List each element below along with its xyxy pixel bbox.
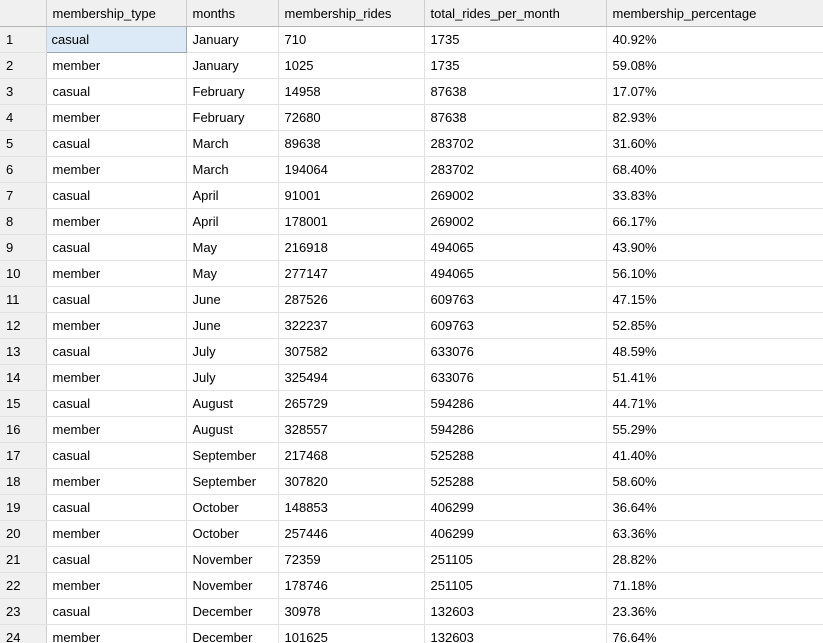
table-cell[interactable]: 277147 xyxy=(278,261,424,287)
table-cell[interactable]: September xyxy=(186,443,278,469)
table-cell[interactable]: 594286 xyxy=(424,391,606,417)
row-number-cell[interactable]: 1 xyxy=(0,27,46,53)
table-cell[interactable]: 217468 xyxy=(278,443,424,469)
table-cell[interactable]: 40.92% xyxy=(606,27,823,53)
table-cell[interactable]: 72359 xyxy=(278,547,424,573)
table-cell[interactable]: 283702 xyxy=(424,157,606,183)
table-cell[interactable]: casual xyxy=(46,391,186,417)
table-cell[interactable]: December xyxy=(186,625,278,643)
table-cell[interactable]: casual xyxy=(46,339,186,365)
table-cell[interactable]: June xyxy=(186,287,278,313)
column-header-membership-percentage[interactable]: membership_percentage xyxy=(606,0,823,27)
table-cell[interactable]: October xyxy=(186,495,278,521)
table-cell[interactable]: 1025 xyxy=(278,53,424,79)
table-cell[interactable]: member xyxy=(46,313,186,339)
row-number-cell[interactable]: 24 xyxy=(0,625,46,643)
table-cell[interactable]: casual xyxy=(46,495,186,521)
table-row[interactable] xyxy=(0,79,823,105)
row-number-cell[interactable]: 3 xyxy=(0,79,46,105)
table-cell[interactable]: January xyxy=(186,53,278,79)
table-cell[interactable]: 44.71% xyxy=(606,391,823,417)
table-cell[interactable]: 71.18% xyxy=(606,573,823,599)
row-number-cell[interactable]: 19 xyxy=(0,495,46,521)
column-header-months[interactable]: months xyxy=(186,0,278,27)
column-header-total-rides-per-month[interactable]: total_rides_per_month xyxy=(424,0,606,27)
table-cell[interactable]: casual xyxy=(46,547,186,573)
table-cell[interactable]: 322237 xyxy=(278,313,424,339)
table-cell[interactable]: 307820 xyxy=(278,469,424,495)
table-cell[interactable]: member xyxy=(46,365,186,391)
table-cell[interactable]: May xyxy=(186,235,278,261)
table-cell[interactable]: 494065 xyxy=(424,235,606,261)
table-cell[interactable]: 132603 xyxy=(424,625,606,643)
table-cell[interactable]: September xyxy=(186,469,278,495)
table-row[interactable] xyxy=(0,469,823,495)
table-cell[interactable]: 594286 xyxy=(424,417,606,443)
table-cell[interactable]: 283702 xyxy=(424,131,606,157)
table-cell[interactable]: 494065 xyxy=(424,261,606,287)
table-cell[interactable]: 178746 xyxy=(278,573,424,599)
table-cell[interactable]: 269002 xyxy=(424,209,606,235)
table-cell[interactable]: October xyxy=(186,521,278,547)
table-row[interactable] xyxy=(0,495,823,521)
table-cell[interactable]: member xyxy=(46,105,186,131)
table-cell[interactable]: 89638 xyxy=(278,131,424,157)
table-row[interactable] xyxy=(0,105,823,131)
table-cell[interactable]: 87638 xyxy=(424,79,606,105)
table-cell[interactable]: 56.10% xyxy=(606,261,823,287)
row-number-cell[interactable]: 9 xyxy=(0,235,46,261)
table-cell[interactable]: February xyxy=(186,79,278,105)
table-row[interactable] xyxy=(0,547,823,573)
table-cell[interactable]: casual xyxy=(46,287,186,313)
table-cell[interactable]: 609763 xyxy=(424,287,606,313)
table-cell[interactable]: May xyxy=(186,261,278,287)
row-number-cell[interactable]: 15 xyxy=(0,391,46,417)
row-number-cell[interactable]: 12 xyxy=(0,313,46,339)
table-cell[interactable]: 76.64% xyxy=(606,625,823,643)
table-row[interactable] xyxy=(0,131,823,157)
row-number-cell[interactable]: 10 xyxy=(0,261,46,287)
table-row[interactable] xyxy=(0,339,823,365)
row-number-cell[interactable]: 11 xyxy=(0,287,46,313)
table-cell[interactable]: 43.90% xyxy=(606,235,823,261)
table-cell[interactable]: casual xyxy=(46,183,186,209)
table-cell[interactable]: 36.64% xyxy=(606,495,823,521)
table-cell[interactable]: 68.40% xyxy=(606,157,823,183)
table-cell[interactable]: 30978 xyxy=(278,599,424,625)
table-cell[interactable]: 51.41% xyxy=(606,365,823,391)
table-cell[interactable]: February xyxy=(186,105,278,131)
table-cell[interactable]: casual xyxy=(46,131,186,157)
row-number-cell[interactable]: 21 xyxy=(0,547,46,573)
table-cell[interactable]: member xyxy=(46,469,186,495)
table-row[interactable] xyxy=(0,235,823,261)
table-row[interactable] xyxy=(0,521,823,547)
table-cell[interactable]: member xyxy=(46,417,186,443)
table-cell[interactable]: 59.08% xyxy=(606,53,823,79)
table-cell[interactable]: 47.15% xyxy=(606,287,823,313)
table-cell[interactable]: 194064 xyxy=(278,157,424,183)
row-number-cell[interactable]: 22 xyxy=(0,573,46,599)
table-cell[interactable]: 269002 xyxy=(424,183,606,209)
table-cell[interactable]: 28.82% xyxy=(606,547,823,573)
table-cell[interactable]: member xyxy=(46,157,186,183)
table-cell[interactable]: 609763 xyxy=(424,313,606,339)
table-cell[interactable]: 406299 xyxy=(424,521,606,547)
table-cell[interactable]: March xyxy=(186,131,278,157)
table-row[interactable] xyxy=(0,443,823,469)
table-cell[interactable]: 33.83% xyxy=(606,183,823,209)
table-cell[interactable]: member xyxy=(46,53,186,79)
table-cell[interactable]: 251105 xyxy=(424,547,606,573)
table-row[interactable] xyxy=(0,417,823,443)
table-cell[interactable]: 406299 xyxy=(424,495,606,521)
row-number-cell[interactable]: 18 xyxy=(0,469,46,495)
table-cell[interactable]: 91001 xyxy=(278,183,424,209)
table-cell[interactable]: 710 xyxy=(278,27,424,53)
table-cell[interactable]: December xyxy=(186,599,278,625)
row-number-cell[interactable]: 8 xyxy=(0,209,46,235)
table-cell[interactable]: casual xyxy=(46,443,186,469)
table-cell[interactable]: 72680 xyxy=(278,105,424,131)
table-cell[interactable]: casual xyxy=(46,599,186,625)
table-cell[interactable]: March xyxy=(186,157,278,183)
table-row[interactable] xyxy=(0,625,823,643)
table-row[interactable] xyxy=(0,183,823,209)
row-number-cell[interactable]: 14 xyxy=(0,365,46,391)
table-cell[interactable]: member xyxy=(46,209,186,235)
table-cell[interactable]: 63.36% xyxy=(606,521,823,547)
table-cell[interactable]: 48.59% xyxy=(606,339,823,365)
row-number-cell[interactable]: 13 xyxy=(0,339,46,365)
table-cell[interactable]: 328557 xyxy=(278,417,424,443)
table-cell[interactable]: April xyxy=(186,209,278,235)
row-number-cell[interactable]: 2 xyxy=(0,53,46,79)
row-number-cell[interactable]: 4 xyxy=(0,105,46,131)
table-row[interactable] xyxy=(0,209,823,235)
table-cell[interactable]: casual xyxy=(46,27,186,53)
table-cell[interactable]: 132603 xyxy=(424,599,606,625)
row-number-cell[interactable]: 7 xyxy=(0,183,46,209)
table-cell[interactable]: 101625 xyxy=(278,625,424,643)
table-cell[interactable]: 58.60% xyxy=(606,469,823,495)
row-number-column-header[interactable] xyxy=(0,0,46,27)
table-body xyxy=(0,27,823,643)
table-cell[interactable]: casual xyxy=(46,79,186,105)
table-row[interactable] xyxy=(0,573,823,599)
table-row[interactable] xyxy=(0,599,823,625)
table-cell[interactable]: 178001 xyxy=(278,209,424,235)
table-cell[interactable]: 17.07% xyxy=(606,79,823,105)
table-cell[interactable]: 251105 xyxy=(424,573,606,599)
table-cell[interactable]: 525288 xyxy=(424,443,606,469)
row-number-cell[interactable]: 16 xyxy=(0,417,46,443)
column-header-membership-rides[interactable]: membership_rides xyxy=(278,0,424,27)
table-cell[interactable]: November xyxy=(186,573,278,599)
table-cell[interactable]: 257446 xyxy=(278,521,424,547)
table-row[interactable] xyxy=(0,53,823,79)
table-cell[interactable]: November xyxy=(186,547,278,573)
table-row[interactable] xyxy=(0,287,823,313)
table-cell[interactable]: 307582 xyxy=(278,339,424,365)
table-cell[interactable]: 216918 xyxy=(278,235,424,261)
table-cell[interactable]: 41.40% xyxy=(606,443,823,469)
row-number-cell[interactable]: 20 xyxy=(0,521,46,547)
table-cell[interactable]: casual xyxy=(46,235,186,261)
row-number-cell[interactable]: 5 xyxy=(0,131,46,157)
table-cell[interactable]: 265729 xyxy=(278,391,424,417)
row-number-cell[interactable]: 6 xyxy=(0,157,46,183)
table-cell[interactable]: June xyxy=(186,313,278,339)
row-number-cell[interactable]: 17 xyxy=(0,443,46,469)
table-cell[interactable]: member xyxy=(46,573,186,599)
table-cell[interactable]: 1735 xyxy=(424,27,606,53)
table-cell[interactable]: 633076 xyxy=(424,339,606,365)
column-header-membership-type[interactable]: membership_type xyxy=(46,0,186,27)
table-cell[interactable]: 633076 xyxy=(424,365,606,391)
table-cell[interactable]: August xyxy=(186,391,278,417)
table-cell[interactable]: member xyxy=(46,261,186,287)
table-cell[interactable]: 287526 xyxy=(278,287,424,313)
row-number-cell[interactable]: 23 xyxy=(0,599,46,625)
table-cell[interactable]: 52.85% xyxy=(606,313,823,339)
table-row[interactable] xyxy=(0,27,823,53)
table-row[interactable] xyxy=(0,157,823,183)
table-cell[interactable]: 82.93% xyxy=(606,105,823,131)
table-row[interactable] xyxy=(0,261,823,287)
table-row[interactable] xyxy=(0,391,823,417)
table-cell[interactable]: 23.36% xyxy=(606,599,823,625)
table-cell[interactable]: January xyxy=(186,27,278,53)
table-cell[interactable]: 525288 xyxy=(424,469,606,495)
table-cell[interactable]: 148853 xyxy=(278,495,424,521)
table-cell[interactable]: member xyxy=(46,521,186,547)
table-row[interactable] xyxy=(0,313,823,339)
table-cell[interactable]: April xyxy=(186,183,278,209)
table-cell[interactable]: 1735 xyxy=(424,53,606,79)
table-cell[interactable]: July xyxy=(186,365,278,391)
table-cell[interactable]: 31.60% xyxy=(606,131,823,157)
table-row[interactable] xyxy=(0,365,823,391)
table-cell[interactable]: 87638 xyxy=(424,105,606,131)
table-cell[interactable]: 55.29% xyxy=(606,417,823,443)
table-cell[interactable]: 66.17% xyxy=(606,209,823,235)
table-header-row xyxy=(0,0,823,27)
table-cell[interactable]: 325494 xyxy=(278,365,424,391)
table-cell[interactable]: July xyxy=(186,339,278,365)
table-cell[interactable]: member xyxy=(46,625,186,643)
table-cell[interactable]: 14958 xyxy=(278,79,424,105)
table-cell[interactable]: August xyxy=(186,417,278,443)
